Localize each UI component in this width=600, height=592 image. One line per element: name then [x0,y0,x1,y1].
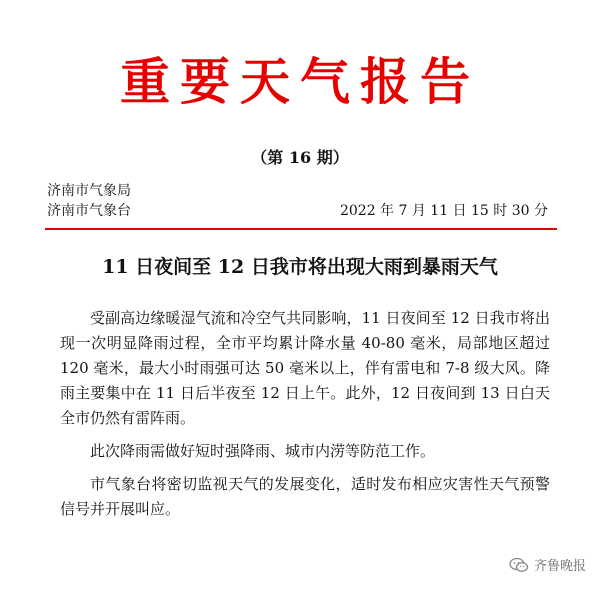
body-paragraph: 受副高边缘暖湿气流和冷空气共同影响，11 日夜间至 12 日我市将出现一次明显降雨过程，全市平均累计降水量 40-80 毫米，局部地区超过 120 毫米，最大小时雨强可达 50 毫米以上，伴有雷电和 7-8 级大风。降雨主要集中在 11 日后半夜至 12 日上午。此外，12 日夜间到 13 日白天全市仍然有雷阵雨。 [60,309,550,427]
report-body [60,306,550,530]
issue-datetime: 2022 年 7 月 11 日 15 时 30 分 [339,203,548,219]
issue-number: （第 16 期） [251,148,349,167]
red-divider [45,228,557,230]
source-watermark [509,555,586,574]
body-paragraph: 此次降雨需做好短时强降雨、城市内涝等防范工作。 [90,442,436,460]
issuer-observatory: 济南市气象台 [47,203,131,219]
report-headline: 11 日夜间至 12 日我市将出现大雨到暴雨天气 [102,256,498,278]
report-title: 重要天气报告 [120,53,480,111]
issuer-bureau: 济南市气象局 [47,183,131,199]
body-paragraph: 市气象台将密切监视天气的发展变化，适时发布相应灾害性天气预警信号并开展叫应。 [60,475,550,518]
wechat-icon [509,557,529,573]
watermark-label: 齐鲁晚报 [533,559,586,574]
